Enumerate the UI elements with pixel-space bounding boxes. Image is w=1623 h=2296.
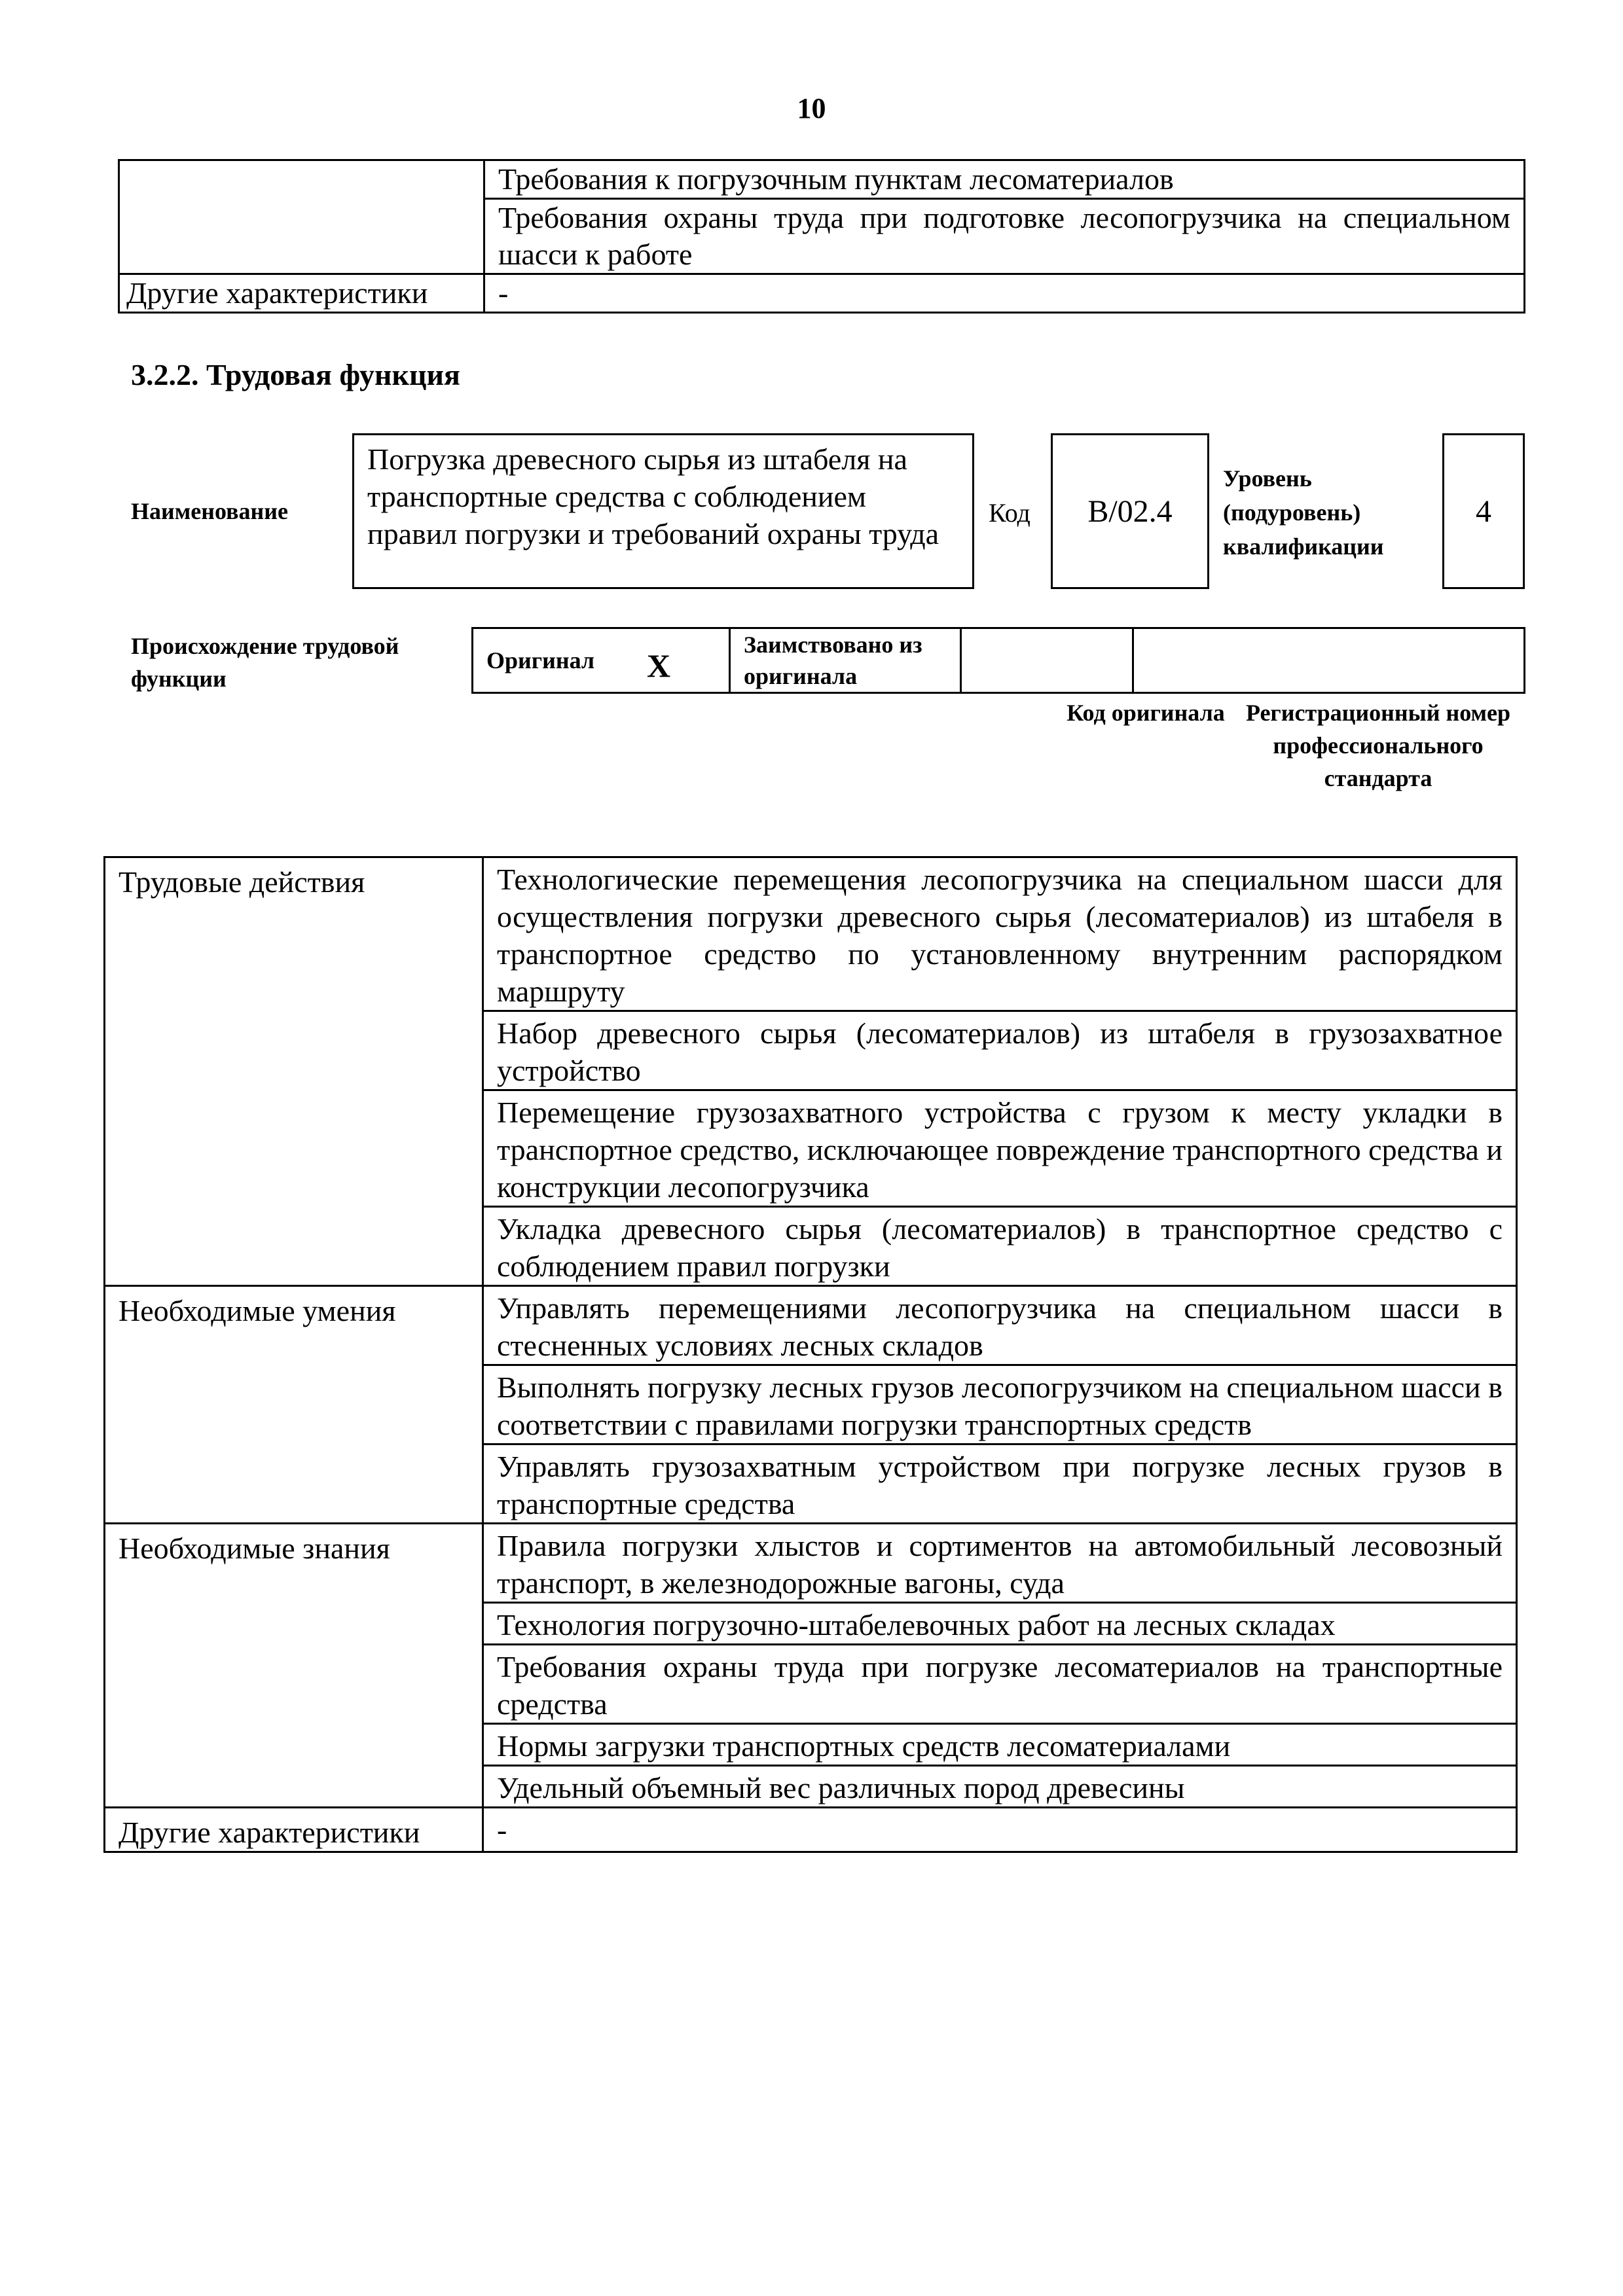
table-cell: Перемещение грузозахватного устройства с грузом к месту укладки в транспортное средство, исключающее повреждение транспортного средства и конструкции лесопогрузчика [483, 1090, 1517, 1207]
name-label: Наименование [131, 498, 288, 524]
page-number: 10 [797, 92, 826, 124]
table-cell: Требования охраны труда при погрузке лесоматериалов на транспортные средства [483, 1645, 1517, 1724]
registration-number-cell [1133, 628, 1525, 693]
borrowed-label: Заимствовано из оригинала [730, 628, 961, 693]
registration-number-caption: Регистрационный номер профессионального стандарта [1245, 700, 1511, 791]
category-required-knowledge: Необходимые знания [105, 1524, 483, 1808]
table-cell: Набор древесного сырья (лесоматериалов) из штабеля в грузозахватное устройство [483, 1011, 1517, 1090]
table-row [119, 274, 1525, 313]
function-name-box: Погрузка древесного сырья из штабеля на транспортные средства с соблюдением правил погрузки и требований охраны труда [352, 433, 974, 589]
table-cell: Укладка древесного сырья (лесоматериалов) в транспортное средство с соблюдением правил погрузки [483, 1207, 1517, 1286]
original-code-caption: Код оригинала [1067, 700, 1225, 726]
qualification-level-box [1442, 433, 1525, 589]
origin-label: Происхождение трудовой функции [131, 633, 399, 692]
origin-original-cell [473, 628, 730, 693]
code-label: Код [989, 498, 1030, 528]
table-cell: Управлять грузозахватным устройством при погрузке лесных грузов в транспортные средства [483, 1444, 1517, 1524]
table-row [119, 160, 1525, 199]
original-check-mark: X [647, 647, 671, 684]
table-cell: Нормы загрузки транспортных средств лесоматериалами [483, 1724, 1517, 1766]
table-cell: Технологические перемещения лесопогрузчика на специальном шасси для осуществления погрузки древесного сырья (лесоматериалов) из штабеля в транспортное средство по установленному внутренним распорядком маршруту [483, 857, 1517, 1011]
other-characteristics-label: Другие характеристики [105, 1808, 483, 1852]
other-characteristics-value: - [483, 1808, 1517, 1852]
level-label-text: Уровень (подуровень) квалификации [1223, 465, 1384, 560]
qualification-level-value: 4 [1476, 493, 1491, 529]
qualification-level-label [1223, 461, 1419, 564]
function-code-box [1051, 433, 1209, 589]
table-row [105, 1524, 1517, 1603]
category-labor-actions: Трудовые действия [105, 857, 483, 1286]
original-code-cell [961, 628, 1133, 693]
table-cell: Управлять перемещениями лесопогрузчика на специальном шасси в стесненных условиях лесных складов [483, 1286, 1517, 1365]
function-code-value: B/02.4 [1087, 493, 1173, 529]
table-row [105, 857, 1517, 1011]
table-cell: Правила погрузки хлыстов и сортиментов на автомобильный лесовозный транспорт, в железнодорожные вагоны, суда [483, 1524, 1517, 1603]
empty-category-cell [119, 160, 484, 274]
origin-table [471, 627, 1525, 694]
table-cell: Требования охраны труда при подготовке лесопогрузчика на специальном шасси к работе [484, 199, 1525, 274]
table-row [473, 628, 1525, 693]
table-cell: Технология погрузочно-штабелевочных работ на лесных складах [483, 1603, 1517, 1645]
original-label: Оригинал [486, 647, 595, 673]
table-row [105, 1808, 1517, 1852]
category-required-skills: Необходимые умения [105, 1286, 483, 1524]
table-cell: Удельный объемный вес различных пород древесины [483, 1766, 1517, 1808]
table-row [105, 1286, 1517, 1365]
labor-function-table [103, 856, 1518, 1853]
table-cell: Требования к погрузочным пунктам лесоматериалов [484, 160, 1525, 199]
continuation-table [118, 159, 1525, 314]
other-characteristics-value: - [484, 274, 1525, 313]
section-heading: 3.2.2. Трудовая функция [131, 358, 460, 391]
other-characteristics-label: Другие характеристики [119, 274, 484, 313]
table-cell: Выполнять погрузку лесных грузов лесопогрузчиком на специальном шасси в соответствии с правилами погрузки транспортных средств [483, 1365, 1517, 1444]
